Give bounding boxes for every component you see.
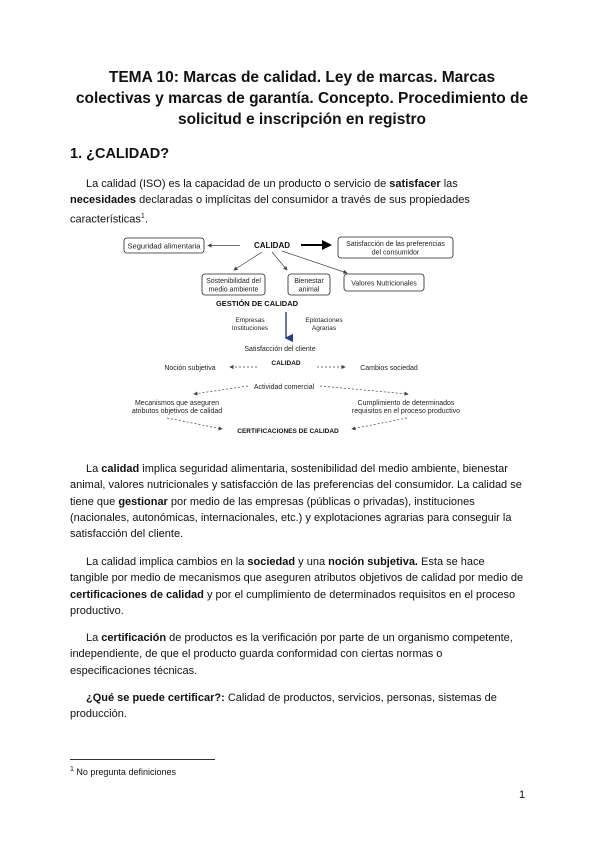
arrow-to-cumplimiento [320, 386, 408, 394]
explotaciones-label: Agrarias [311, 325, 337, 332]
nocion-label: Noción subjetiva [164, 365, 216, 372]
calidad-mid-label: CALIDAD [271, 360, 301, 367]
document-title [72, 67, 532, 130]
cambios-label: Cambios sociedad [360, 365, 418, 372]
arrow-to-bienestar [272, 252, 287, 270]
footnote-divider [70, 759, 215, 760]
arrow-mecanismos-to-cert [167, 418, 222, 429]
quality-diagram [122, 234, 462, 444]
arrow-to-sostenibilidad [234, 252, 262, 270]
arrow-cumplimiento-to-cert [352, 418, 407, 429]
page-number: 1 [519, 789, 526, 801]
mecanismos-label: Mecanismos que aseguren [134, 400, 220, 407]
paragraph-certificacion: La certificación de productos es la verificación por parte de un organismo competente, independiente, de que el producto guarda conformidad con ciertas normas o especificaciones técnicas. [70, 632, 513, 677]
paragraph-que-certificar: ¿Qué se puede certificar?: Calidad de productos, servicios, personas, sistemas de producción. [70, 692, 497, 721]
satisfaccion-label: Satisfacción de las preferencias [346, 241, 445, 248]
empresas-label: Instituciones [231, 325, 269, 332]
paragraph-definition: La calidad (ISO) es la capacidad de un producto o servicio de satisfacer las necesidades declaradas o implícitas del consumidor a través de sus propiedades características$^1$. [70, 178, 470, 226]
valores-label: Valores Nutricionales [351, 280, 417, 288]
footnote-text: No pregunta definiciones [73, 767, 176, 777]
sostenibilidad-label: Sostenibilidad del [206, 278, 261, 285]
satisfaccion-cliente-label: Satisfacción del cliente [244, 346, 316, 353]
title-line: TEMA 10: Marcas de calidad. Ley de marcas. Marcas [108, 69, 496, 86]
bienestar-label: Bienestar [294, 278, 324, 285]
arrow-to-mecanismos [194, 386, 248, 394]
arrow-to-valores [282, 251, 347, 273]
section-heading: 1. ¿CALIDAD? [70, 146, 170, 162]
certificaciones-label: CERTIFICACIONES DE CALIDAD [237, 428, 339, 435]
seguridad-label: Seguridad alimentaria [127, 241, 201, 251]
bienestar-label: animal [298, 286, 320, 294]
gestion-label: GESTIÓN DE CALIDAD [215, 299, 299, 308]
footnote [70, 766, 176, 777]
actividad-label: Actividad comercial [253, 384, 315, 391]
cumplimiento-label: requisitos en el proceso productivo [351, 408, 461, 415]
paragraph-gestion: La calidad implica seguridad alimentaria, sostenibilidad del medio ambiente, bienestar animal, valores nutricionales y satisfacción de las preferencias del consumidor. La calidad se tiene que gestionar por medio de las empresas (públicas o privadas), instituciones (nacionales, autonómicas, internacionales, etc.) y explotaciones agrarias para conseguir la satisfacción del cliente. [70, 463, 522, 541]
empresas-label: Empresas [235, 317, 265, 324]
calidad-top-label: CALIDAD [254, 241, 290, 250]
cumplimiento-label: Cumplimiento de determinados [357, 400, 455, 407]
sostenibilidad-label: medio ambiente [208, 286, 259, 294]
footnote-ref[interactable]: 1 [140, 212, 145, 220]
mecanismos-label: atributos objetivos de calidad [131, 408, 223, 415]
satisfaccion-label: del consumidor [371, 249, 420, 257]
explotaciones-label: Eplotaciones [305, 317, 343, 324]
title-line: colectivas y marcas de garantía. Concepto. Procedimiento de [75, 90, 529, 107]
footnote-number: 1 [70, 766, 74, 773]
title-line: solicitud e inscripción en registro [177, 111, 427, 128]
paragraph-sociedad: La calidad implica cambios en la sociedad y una noción subjetiva. Esta se hace tangible por medio de mecanismos que aseguren atributos objetivos de calidad por medio de certificaciones de calidad y por el cumplimiento de determinados requisitos en el proceso productivo. [70, 556, 524, 617]
